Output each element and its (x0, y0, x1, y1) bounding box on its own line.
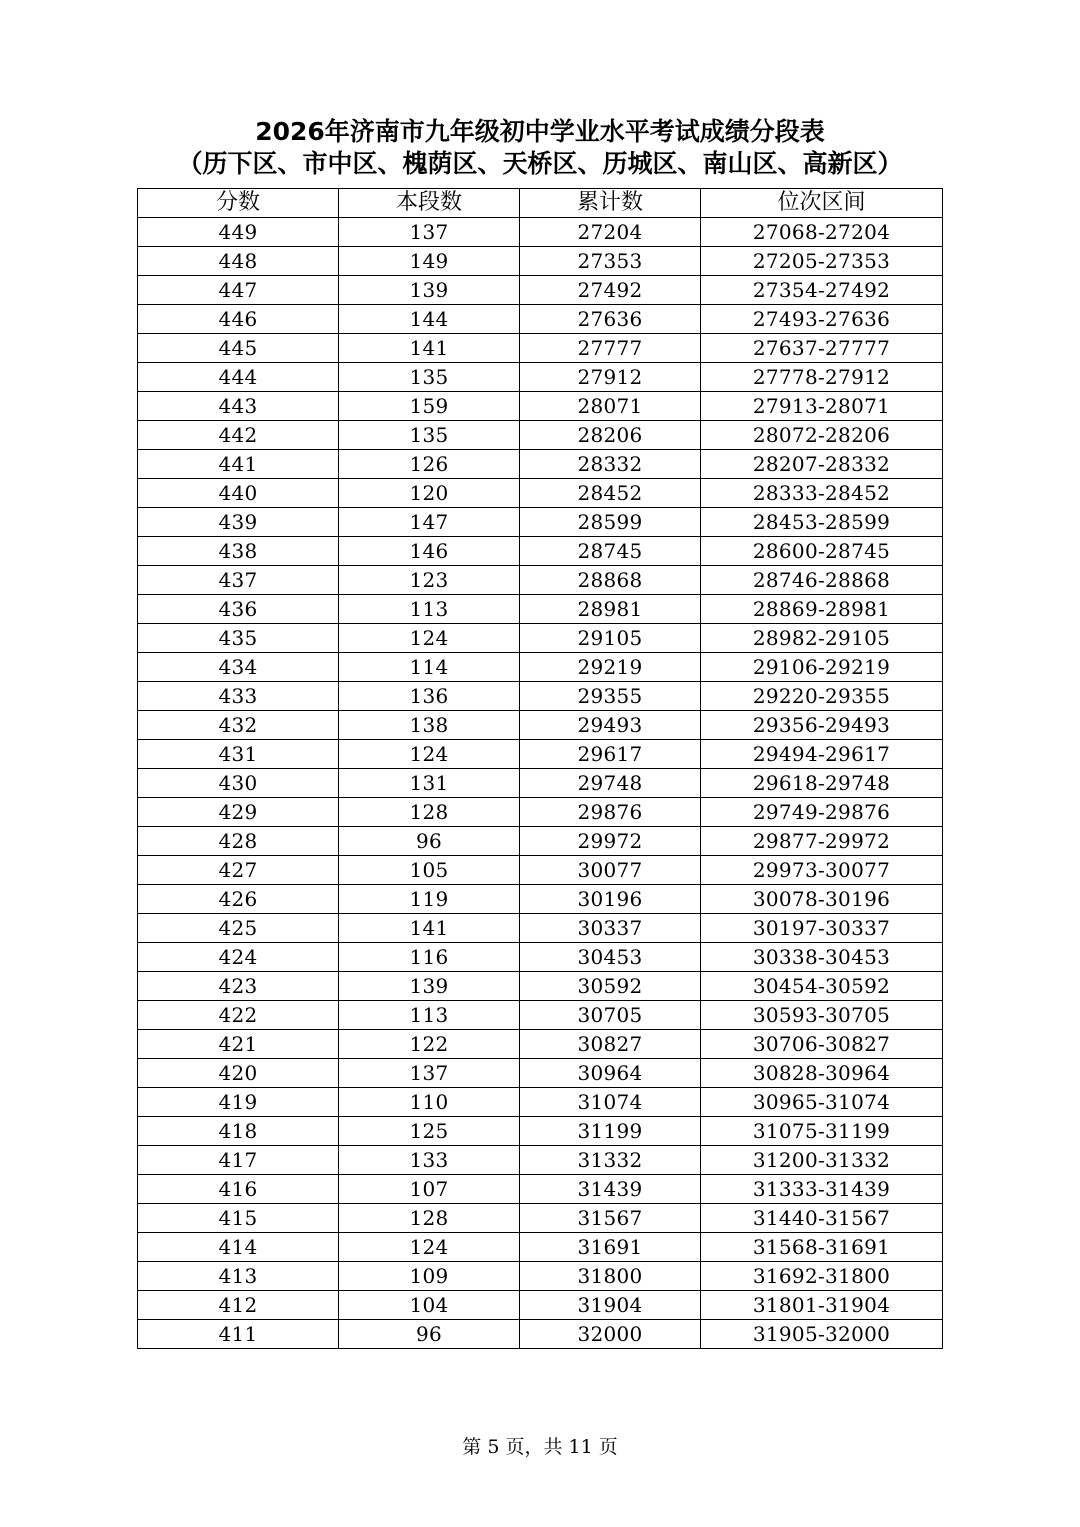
table-header-row (138, 189, 943, 218)
cell-segment-count: 125 (339, 1117, 520, 1146)
cell-score: 427 (138, 856, 339, 885)
cell-cumulative-count: 27353 (520, 247, 701, 276)
cell-score: 420 (138, 1059, 339, 1088)
cell-rank-range: 27913-28071 (701, 392, 943, 421)
cell-rank-range: 29618-29748 (701, 769, 943, 798)
header-rank-range: 位次区间 (701, 189, 943, 218)
cell-segment-count: 128 (339, 798, 520, 827)
cell-segment-count: 136 (339, 682, 520, 711)
table-row (138, 566, 943, 595)
table-row (138, 1320, 943, 1349)
table-body (138, 218, 943, 1349)
cell-segment-count: 159 (339, 392, 520, 421)
cell-cumulative-count: 28868 (520, 566, 701, 595)
cell-rank-range: 31333-31439 (701, 1175, 943, 1204)
cell-score: 445 (138, 334, 339, 363)
table-row (138, 247, 943, 276)
cell-rank-range: 27354-27492 (701, 276, 943, 305)
cell-segment-count: 138 (339, 711, 520, 740)
cell-rank-range: 27778-27912 (701, 363, 943, 392)
cell-segment-count: 128 (339, 1204, 520, 1233)
cell-cumulative-count: 28071 (520, 392, 701, 421)
cell-segment-count: 113 (339, 595, 520, 624)
cell-cumulative-count: 27777 (520, 334, 701, 363)
cell-score: 430 (138, 769, 339, 798)
cell-segment-count: 123 (339, 566, 520, 595)
cell-segment-count: 105 (339, 856, 520, 885)
cell-segment-count: 149 (339, 247, 520, 276)
cell-rank-range: 30593-30705 (701, 1001, 943, 1030)
cell-rank-range: 31692-31800 (701, 1262, 943, 1291)
cell-score: 415 (138, 1204, 339, 1233)
cell-rank-range: 29877-29972 (701, 827, 943, 856)
cell-score: 432 (138, 711, 339, 740)
header-score: 分数 (138, 189, 339, 218)
cell-segment-count: 147 (339, 508, 520, 537)
cell-rank-range: 29220-29355 (701, 682, 943, 711)
table-row (138, 363, 943, 392)
cell-segment-count: 122 (339, 1030, 520, 1059)
cell-rank-range: 27068-27204 (701, 218, 943, 247)
cell-score: 426 (138, 885, 339, 914)
table-row (138, 1088, 943, 1117)
cell-score: 431 (138, 740, 339, 769)
cell-cumulative-count: 30453 (520, 943, 701, 972)
cell-score: 446 (138, 305, 339, 334)
cell-cumulative-count: 30705 (520, 1001, 701, 1030)
table-row (138, 392, 943, 421)
cell-cumulative-count: 29617 (520, 740, 701, 769)
cell-cumulative-count: 28599 (520, 508, 701, 537)
cell-rank-range: 28207-28332 (701, 450, 943, 479)
table-row (138, 479, 943, 508)
cell-segment-count: 109 (339, 1262, 520, 1291)
cell-rank-range: 28072-28206 (701, 421, 943, 450)
cell-cumulative-count: 29105 (520, 624, 701, 653)
table-row (138, 305, 943, 334)
cell-cumulative-count: 30196 (520, 885, 701, 914)
cell-score: 447 (138, 276, 339, 305)
cell-rank-range: 28600-28745 (701, 537, 943, 566)
cell-segment-count: 135 (339, 421, 520, 450)
table-row (138, 856, 943, 885)
cell-rank-range: 28333-28452 (701, 479, 943, 508)
table-row (138, 711, 943, 740)
cell-segment-count: 104 (339, 1291, 520, 1320)
cell-segment-count: 139 (339, 972, 520, 1001)
cell-score: 434 (138, 653, 339, 682)
cell-score: 448 (138, 247, 339, 276)
cell-cumulative-count: 29972 (520, 827, 701, 856)
cell-segment-count: 119 (339, 885, 520, 914)
cell-rank-range: 28746-28868 (701, 566, 943, 595)
cell-score: 425 (138, 914, 339, 943)
cell-rank-range: 29749-29876 (701, 798, 943, 827)
cell-cumulative-count: 32000 (520, 1320, 701, 1349)
cell-rank-range: 31075-31199 (701, 1117, 943, 1146)
cell-score: 418 (138, 1117, 339, 1146)
cell-score: 414 (138, 1233, 339, 1262)
cell-rank-range: 30965-31074 (701, 1088, 943, 1117)
cell-rank-range: 31440-31567 (701, 1204, 943, 1233)
cell-score: 438 (138, 537, 339, 566)
cell-cumulative-count: 31904 (520, 1291, 701, 1320)
cell-segment-count: 114 (339, 653, 520, 682)
table-row (138, 1059, 943, 1088)
cell-segment-count: 144 (339, 305, 520, 334)
cell-cumulative-count: 31074 (520, 1088, 701, 1117)
cell-cumulative-count: 27492 (520, 276, 701, 305)
cell-segment-count: 116 (339, 943, 520, 972)
cell-segment-count: 126 (339, 450, 520, 479)
cell-cumulative-count: 27204 (520, 218, 701, 247)
cell-rank-range: 27493-27636 (701, 305, 943, 334)
cell-score: 441 (138, 450, 339, 479)
cell-segment-count: 146 (339, 537, 520, 566)
table-row (138, 914, 943, 943)
cell-rank-range: 30078-30196 (701, 885, 943, 914)
cell-rank-range: 31905-32000 (701, 1320, 943, 1349)
table-row (138, 740, 943, 769)
table-row (138, 1146, 943, 1175)
table-row (138, 972, 943, 1001)
table-row (138, 1291, 943, 1320)
cell-cumulative-count: 30337 (520, 914, 701, 943)
table-row (138, 1117, 943, 1146)
cell-cumulative-count: 30592 (520, 972, 701, 1001)
table-row (138, 798, 943, 827)
table-row (138, 334, 943, 363)
cell-segment-count: 124 (339, 1233, 520, 1262)
cell-cumulative-count: 28981 (520, 595, 701, 624)
cell-score: 422 (138, 1001, 339, 1030)
table-row (138, 1030, 943, 1059)
cell-score: 439 (138, 508, 339, 537)
cell-rank-range: 31568-31691 (701, 1233, 943, 1262)
cell-cumulative-count: 28452 (520, 479, 701, 508)
page-number-footer: 第 5 页，共 11 页 (462, 1436, 618, 1458)
cell-segment-count: 110 (339, 1088, 520, 1117)
score-distribution-table (137, 188, 943, 1349)
cell-segment-count: 96 (339, 1320, 520, 1349)
cell-rank-range: 31200-31332 (701, 1146, 943, 1175)
page-subtitle-districts: （历下区、市中区、槐荫区、天桥区、历城区、南山区、高新区） (177, 149, 903, 178)
cell-cumulative-count: 31332 (520, 1146, 701, 1175)
cell-rank-range: 27205-27353 (701, 247, 943, 276)
cell-cumulative-count: 28206 (520, 421, 701, 450)
table-row (138, 276, 943, 305)
header-segment-count: 本段数 (339, 189, 520, 218)
cell-cumulative-count: 31691 (520, 1233, 701, 1262)
table-row (138, 827, 943, 856)
cell-score: 433 (138, 682, 339, 711)
cell-rank-range: 30828-30964 (701, 1059, 943, 1088)
cell-rank-range: 28869-28981 (701, 595, 943, 624)
table-row (138, 1233, 943, 1262)
cell-cumulative-count: 31199 (520, 1117, 701, 1146)
cell-segment-count: 96 (339, 827, 520, 856)
cell-score: 423 (138, 972, 339, 1001)
cell-score: 416 (138, 1175, 339, 1204)
table-row (138, 624, 943, 653)
table-row (138, 1262, 943, 1291)
cell-cumulative-count: 31800 (520, 1262, 701, 1291)
table-row (138, 421, 943, 450)
cell-score: 421 (138, 1030, 339, 1059)
cell-segment-count: 135 (339, 363, 520, 392)
table-row (138, 769, 943, 798)
cell-cumulative-count: 27912 (520, 363, 701, 392)
table-row (138, 1001, 943, 1030)
table-row (138, 218, 943, 247)
cell-segment-count: 137 (339, 1059, 520, 1088)
cell-rank-range: 28982-29105 (701, 624, 943, 653)
cell-score: 449 (138, 218, 339, 247)
cell-cumulative-count: 30827 (520, 1030, 701, 1059)
table-row (138, 943, 943, 972)
cell-cumulative-count: 29748 (520, 769, 701, 798)
cell-segment-count: 113 (339, 1001, 520, 1030)
cell-segment-count: 124 (339, 624, 520, 653)
cell-cumulative-count: 28745 (520, 537, 701, 566)
cell-score: 417 (138, 1146, 339, 1175)
cell-segment-count: 120 (339, 479, 520, 508)
cell-segment-count: 141 (339, 334, 520, 363)
cell-rank-range: 29973-30077 (701, 856, 943, 885)
cell-score: 411 (138, 1320, 339, 1349)
header-cumulative-count: 累计数 (520, 189, 701, 218)
page-title: 2026年济南市九年级初中学业水平考试成绩分段表 (255, 117, 825, 146)
cell-rank-range: 27637-27777 (701, 334, 943, 363)
cell-cumulative-count: 31567 (520, 1204, 701, 1233)
cell-cumulative-count: 30077 (520, 856, 701, 885)
table-row (138, 450, 943, 479)
cell-score: 443 (138, 392, 339, 421)
table-row (138, 885, 943, 914)
cell-cumulative-count: 29876 (520, 798, 701, 827)
cell-rank-range: 29106-29219 (701, 653, 943, 682)
cell-score: 436 (138, 595, 339, 624)
cell-rank-range: 30338-30453 (701, 943, 943, 972)
cell-cumulative-count: 29219 (520, 653, 701, 682)
cell-score: 437 (138, 566, 339, 595)
cell-rank-range: 28453-28599 (701, 508, 943, 537)
table-row (138, 537, 943, 566)
cell-cumulative-count: 29493 (520, 711, 701, 740)
table-row (138, 595, 943, 624)
cell-segment-count: 141 (339, 914, 520, 943)
table-row (138, 1204, 943, 1233)
cell-score: 428 (138, 827, 339, 856)
cell-segment-count: 131 (339, 769, 520, 798)
cell-rank-range: 30197-30337 (701, 914, 943, 943)
cell-rank-range: 30706-30827 (701, 1030, 943, 1059)
cell-score: 440 (138, 479, 339, 508)
cell-cumulative-count: 28332 (520, 450, 701, 479)
cell-segment-count: 139 (339, 276, 520, 305)
cell-segment-count: 124 (339, 740, 520, 769)
cell-rank-range: 29356-29493 (701, 711, 943, 740)
cell-score: 442 (138, 421, 339, 450)
cell-cumulative-count: 27636 (520, 305, 701, 334)
cell-score: 429 (138, 798, 339, 827)
table-row (138, 508, 943, 537)
cell-score: 412 (138, 1291, 339, 1320)
cell-rank-range: 31801-31904 (701, 1291, 943, 1320)
cell-rank-range: 30454-30592 (701, 972, 943, 1001)
cell-score: 419 (138, 1088, 339, 1117)
cell-cumulative-count: 31439 (520, 1175, 701, 1204)
table-row (138, 1175, 943, 1204)
table-row (138, 653, 943, 682)
cell-score: 424 (138, 943, 339, 972)
cell-segment-count: 137 (339, 218, 520, 247)
cell-segment-count: 107 (339, 1175, 520, 1204)
cell-cumulative-count: 29355 (520, 682, 701, 711)
cell-score: 444 (138, 363, 339, 392)
table-row (138, 682, 943, 711)
cell-cumulative-count: 30964 (520, 1059, 701, 1088)
cell-rank-range: 29494-29617 (701, 740, 943, 769)
cell-score: 435 (138, 624, 339, 653)
cell-score: 413 (138, 1262, 339, 1291)
cell-segment-count: 133 (339, 1146, 520, 1175)
